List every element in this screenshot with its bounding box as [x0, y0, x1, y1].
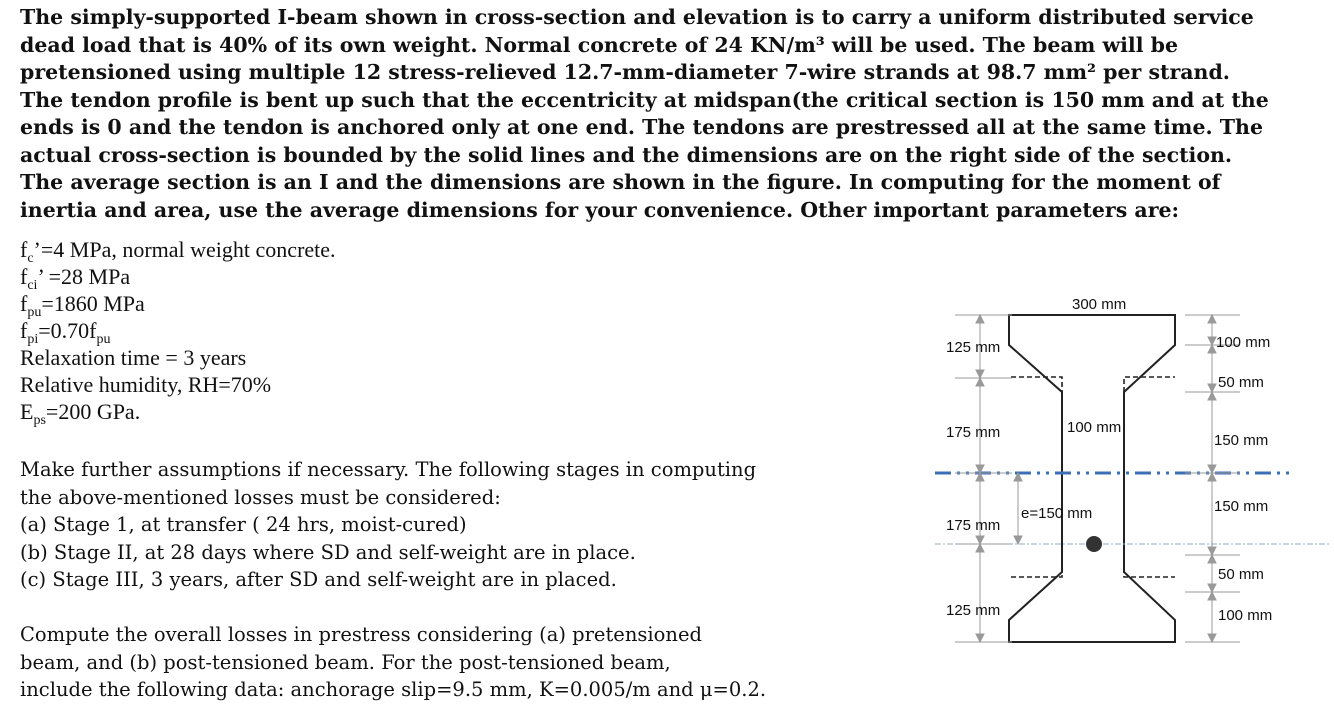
dim-right-5: 50 mm [1218, 566, 1264, 583]
stages-line: (b) Stage II, at 28 days where SD and self-weight are in place. [20, 540, 636, 564]
problem-line: The tendon profile is bent up such that the eccentricity at midspan(the critical section is 150 mm and at the [20, 87, 1269, 112]
compute-line: Compute the overall losses in prestress considering (a) pretensioned [20, 623, 702, 646]
param-humidity: Relative humidity, RH=70% [20, 372, 272, 397]
problem-line: inertia and area, use the average dimensions for your convenience. Other important parameters are: [20, 197, 1180, 222]
dim-right-2: 50 mm [1218, 374, 1264, 391]
beam-outline [1009, 315, 1175, 642]
stages-line: (c) Stage III, 3 years, after SD and self-weight are in placed. [20, 568, 617, 591]
param-relaxation: Relaxation time = 3 years [20, 345, 247, 370]
problem-line: The simply-supported I-beam shown in cross-section and elevation is to carry a uniform distributed service [20, 5, 1254, 29]
compute-text [20, 621, 766, 704]
i-beam-cross-section [925, 285, 1334, 650]
dim-right-4: 150 mm [1214, 498, 1269, 515]
problem-line: ends is 0 and the tendon is anchored only at one end. The tendons are prestressed all at the same time. The [20, 115, 1263, 139]
problem-line: The average section is an I and the dimensions are shown in the figure. In computing for the moment of [20, 170, 1221, 194]
compute-line: include the following data: anchorage slip=9.5 mm, K=0.005/m and μ=0.2. [20, 678, 767, 701]
dim-left-3: 175 mm [946, 517, 1001, 534]
dim-right-6: 100 mm [1218, 607, 1273, 624]
tendon-dot [1086, 536, 1102, 552]
dim-left-4: 125 mm [946, 602, 1001, 619]
stages-line: (a) Stage 1, at transfer ( 24 hrs, moist-cured) [20, 513, 467, 536]
parameter-list [20, 236, 336, 428]
param-fpu: $f_{pu}=1860$ MPa [20, 291, 145, 320]
dim-left-2: 175 mm [946, 424, 1001, 441]
stages-text [20, 456, 756, 594]
stages-line: Make further assumptions if necessary. The following stages in computing [20, 458, 757, 481]
dim-top-width: 300 mm [1072, 296, 1127, 313]
param-fpi: $f_{pi}=0.70f_{pu}$ [20, 318, 111, 347]
dim-web-width: 100 mm [1067, 419, 1122, 436]
problem-line: dead load that is 40% of its own weight. Normal concrete of 24 KN/m³ will be used. The beam will be [20, 32, 1178, 57]
dim-right-3: 150 mm [1214, 432, 1269, 449]
dim-left-1: 125 mm [946, 339, 1001, 356]
problem-line: actual cross-section is bounded by the solid lines and the dimensions are on the right side of the section. [20, 142, 1233, 167]
left-dimension-chain [955, 315, 1012, 642]
stages-line: the above-mentioned losses must be considered: [20, 485, 501, 509]
problem-statement [20, 4, 1269, 224]
param-fci: $f_{ci}$’ =28 MPa [20, 264, 131, 293]
problem-line: pretensioned using multiple 12 stress-relieved 12.7-mm-diameter 7-wire strands at 98.7 mm² per strand. [20, 60, 1230, 84]
dim-right-1: 100 mm [1216, 334, 1271, 351]
right-dimension-chain [1185, 315, 1240, 642]
dim-eccentricity: e=150 mm [1021, 505, 1093, 522]
compute-line: beam, and (b) post-tensioned beam. For the post-tensioned beam, [20, 650, 671, 674]
param-eps: $E_{ps}=200$ GPa. [20, 399, 141, 428]
param-fc: $f_c’=4$ MPa, normal weight concrete. [20, 237, 336, 266]
